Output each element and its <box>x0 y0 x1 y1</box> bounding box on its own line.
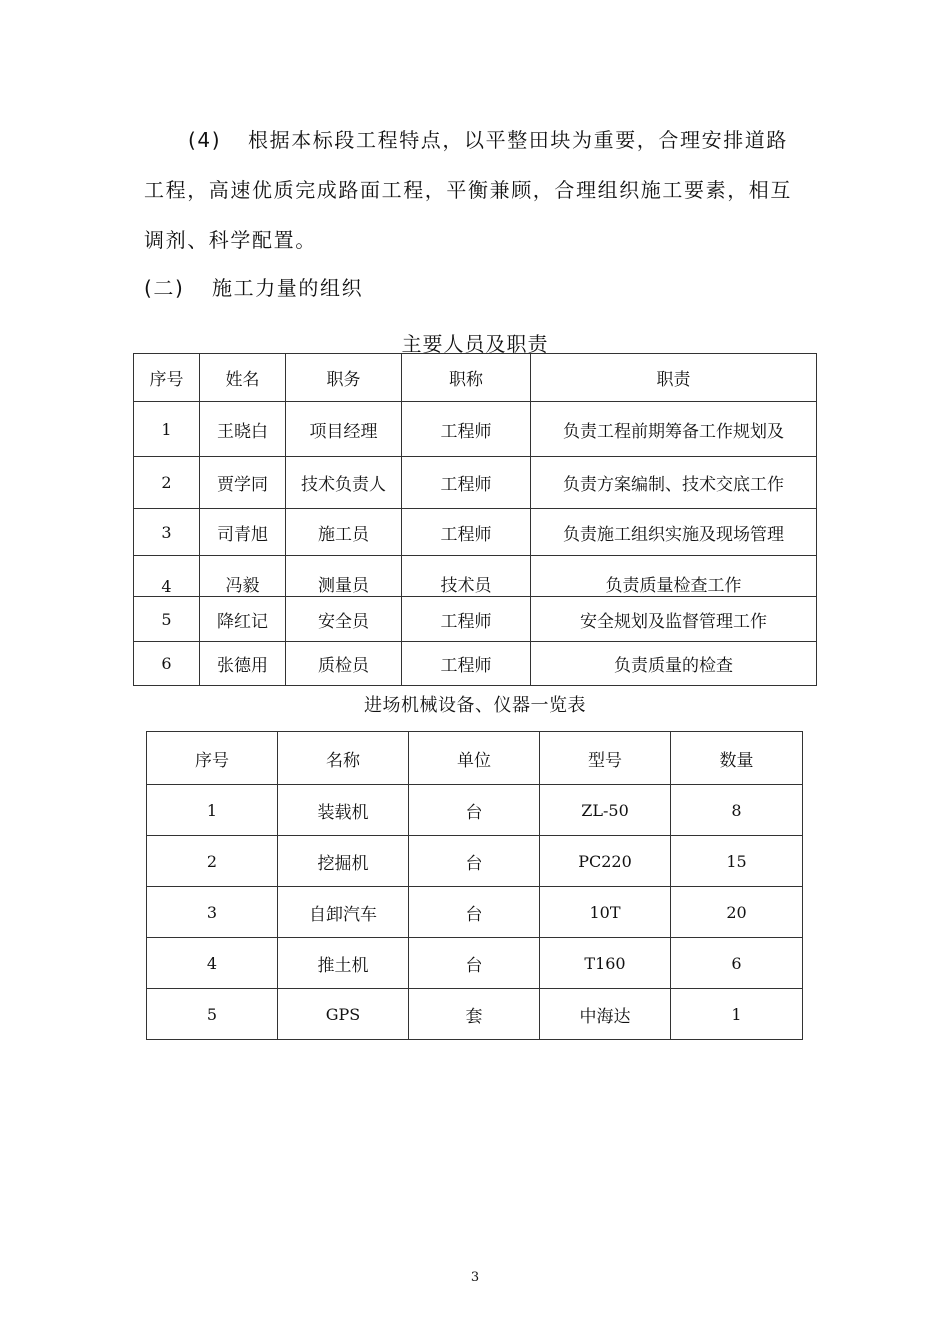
table-row <box>134 556 817 597</box>
header-cell: 姓名 <box>200 354 286 402</box>
paragraph-line-2: 工程，高速优质完成路面工程，平衡兼顾，合理组织施工要素，相互 <box>144 178 792 202</box>
cell-position: 施工员 <box>286 509 402 556</box>
table-row <box>134 642 817 686</box>
cell-equipment-name: GPS <box>278 989 409 1040</box>
header-cell: 序号 <box>147 732 278 785</box>
section-number: (二) <box>144 276 185 300</box>
header-cell: 名称 <box>278 732 409 785</box>
cell-title: 工程师 <box>402 457 531 509</box>
cell-name: 冯毅 <box>200 556 286 597</box>
cell-position: 测量员 <box>286 556 402 597</box>
cell-position: 质检员 <box>286 642 402 686</box>
cell-position: 安全员 <box>286 597 402 642</box>
table-row <box>147 938 803 989</box>
staff-table <box>133 353 817 686</box>
cell-title: 工程师 <box>402 509 531 556</box>
section-title: 施工力量的组织 <box>212 276 364 300</box>
cell-index: 4 <box>134 556 200 597</box>
cell-quantity: 15 <box>671 836 803 887</box>
cell-name: 张德用 <box>200 642 286 686</box>
cell-duty: 负责质量检查工作 <box>531 556 817 597</box>
cell-equipment-name: 挖掘机 <box>278 836 409 887</box>
header-cell: 职务 <box>286 354 402 402</box>
table-row <box>134 457 817 509</box>
cell-duty: 负责工程前期筹备工作规划及 <box>531 402 817 457</box>
cell-index: 3 <box>147 887 278 938</box>
section-heading <box>144 263 363 313</box>
table-header-row <box>147 732 803 785</box>
cell-model: ZL-50 <box>540 785 671 836</box>
cell-quantity: 8 <box>671 785 803 836</box>
equipment-table-caption: 进场机械设备、仪器一览表 <box>364 695 586 716</box>
table-row <box>147 785 803 836</box>
cell-model: T160 <box>540 938 671 989</box>
cell-index: 5 <box>134 597 200 642</box>
cell-quantity: 6 <box>671 938 803 989</box>
cell-model: 中海达 <box>540 989 671 1040</box>
table-row <box>147 887 803 938</box>
table-row <box>134 597 817 642</box>
cell-index: 1 <box>147 785 278 836</box>
cell-name: 贾学同 <box>200 457 286 509</box>
cell-quantity: 20 <box>671 887 803 938</box>
table-row <box>147 836 803 887</box>
cell-duty: 负责施工组织实施及现场管理 <box>531 509 817 556</box>
cell-duty: 负责方案编制、技术交底工作 <box>531 457 817 509</box>
table-header-row <box>134 354 817 402</box>
cell-index: 5 <box>147 989 278 1040</box>
cell-position: 技术负责人 <box>286 457 402 509</box>
header-cell: 职称 <box>402 354 531 402</box>
cell-index: 2 <box>134 457 200 509</box>
cell-duty: 负责质量的检查 <box>531 642 817 686</box>
paragraph-line-1: 根据本标段工程特点，以平整田块为重要，合理安排道路 <box>248 128 788 152</box>
header-cell: 数量 <box>671 732 803 785</box>
paragraph-number: (4) <box>188 128 222 152</box>
cell-model: PC220 <box>540 836 671 887</box>
cell-title: 工程师 <box>402 597 531 642</box>
staff-table-caption: 主要人员及职责 <box>401 332 549 356</box>
cell-unit: 台 <box>409 785 540 836</box>
equipment-table <box>146 731 803 1040</box>
cell-index: 1 <box>134 402 200 457</box>
cell-index: 6 <box>134 642 200 686</box>
cell-equipment-name: 自卸汽车 <box>278 887 409 938</box>
page-number: 3 <box>470 1270 480 1285</box>
paragraph-4 <box>144 115 814 265</box>
cell-quantity: 1 <box>671 989 803 1040</box>
cell-unit: 台 <box>409 836 540 887</box>
cell-position: 项目经理 <box>286 402 402 457</box>
cell-index: 2 <box>147 836 278 887</box>
cell-title: 工程师 <box>402 402 531 457</box>
cell-equipment-name: 装载机 <box>278 785 409 836</box>
cell-index: 4 <box>147 938 278 989</box>
table-row <box>147 989 803 1040</box>
cell-unit: 台 <box>409 887 540 938</box>
header-cell: 型号 <box>540 732 671 785</box>
cell-title: 技术员 <box>402 556 531 597</box>
cell-name: 司青旭 <box>200 509 286 556</box>
cell-unit: 套 <box>409 989 540 1040</box>
cell-equipment-name: 推土机 <box>278 938 409 989</box>
cell-unit: 台 <box>409 938 540 989</box>
header-cell: 职责 <box>531 354 817 402</box>
table-row <box>134 509 817 556</box>
table-row <box>134 402 817 457</box>
header-cell: 单位 <box>409 732 540 785</box>
paragraph-line-3: 调剂、科学配置。 <box>144 228 317 252</box>
cell-model: 10T <box>540 887 671 938</box>
cell-name: 王晓白 <box>200 402 286 457</box>
cell-index: 3 <box>134 509 200 556</box>
cell-duty: 安全规划及监督管理工作 <box>531 597 817 642</box>
cell-title: 工程师 <box>402 642 531 686</box>
cell-name: 降红记 <box>200 597 286 642</box>
header-cell: 序号 <box>134 354 200 402</box>
